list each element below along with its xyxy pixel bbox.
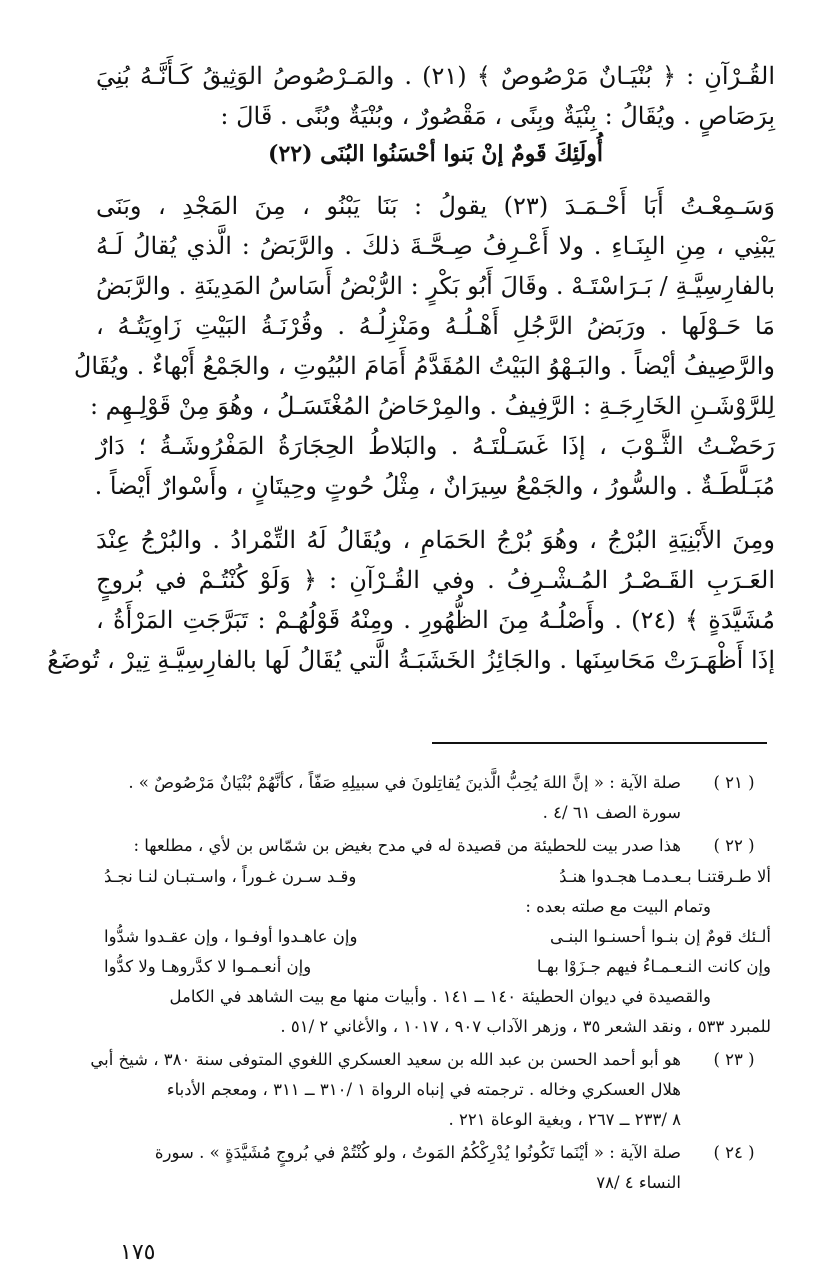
poem-couplet	[104, 952, 771, 982]
body-line: العَـرَبِ القَـصْـرُ المُـشْـرِفُ . وفي القُـرْآنِ : ﴿ وَلَوْ كُنْتُـمْ في بُروجٍ	[96, 566, 775, 594]
body-line: لِلرَّوْشَـنِ الخَارِجَـةِ : الرَّفِيفُ . والمِرْحَاضُ المُغْتَسَـلُ ، وهُوَ مِنْ قَوْلِـهِم :	[89, 392, 775, 420]
footnote-21	[104, 768, 771, 828]
body-line: رَحَضْـتُ الثَّـوْبَ ، إذَا غَسَـلْتَـهُ . والبَلاطُ الحِجَارَةُ المَفْرُوشَـةُ ؛ دَارٌ	[96, 432, 775, 460]
hemistich-second: وإن أنعـمـوا لا كدَّروهـا ولا كدُّوا	[104, 957, 312, 976]
body-line: ومِنَ الأَبْنِيَةِ البُرْجُ ، وهُوَ بُرْجُ الحَمَامِ ، ويُقَالُ لَهُ التِّمْرادُ . والبُرْجُ عِنْدَ	[96, 526, 775, 554]
footnote-line: هلال العسكري وخاله . ترجمته في إنباه الرواة ١ /٣١٠ ــ ٣١١ ، ومعجم الأدباء	[166, 1080, 681, 1099]
body-line: مُشَيَّدَةٍ ﴾ (٢٤) . وأَصْلُـهُ مِنَ الظُّهُورِ . ومِنْهُ قَوْلُهُـمْ : تَبَرَّجَتِ المَرْأَةُ ،	[96, 606, 775, 634]
footnote-22	[104, 831, 771, 861]
body-line: وَسَـمِعْـتُ أَبَا أَحْـمَـدَ (٢٣) يقولُ : بَنَا يَبْنُو ، مِنَ المَجْدِ ، وبَنَى	[96, 192, 776, 220]
body-line: والرَّصِيفُ أيْضاً . والبَـهْوُ البَيْتُ المُقَدَّمُ أَمَامَ البُيُوتِ ، والجَمْعُ أَبْهاءٌ . ويُقَالُ	[73, 352, 775, 380]
main-text	[47, 56, 776, 680]
hemistich-second: وقـد سـرن غـوراً ، واسـتبـان لنـا نجـدُ	[104, 867, 357, 886]
footnote-23	[90, 1045, 771, 1135]
footnote-24	[104, 1138, 771, 1198]
paragraph-gap	[96, 172, 775, 186]
footnote-number: ( ٢٢ )	[713, 836, 755, 855]
body-line: مَا حَـوْلَها . ورَبَضُ الرَّجُلِ أَهْـلُـهُ ومَنْزِلُـهُ . وقُرْنَـةُ البَيْتِ زَاوِيَتُـهُ ،	[96, 312, 775, 340]
body-line: بِرَصَاصٍ . ويُقَالُ : بِنْيَةٌ وبِنًى ، مَقْصُورٌ ، وبُنْيَةٌ وبُنًى . قَالَ :	[220, 102, 775, 130]
hemistich-second: وإن عاهـدوا أوفـوا ، وإن عقـدوا شدُّوا	[104, 927, 358, 946]
footnote-number: ( ٢١ )	[713, 773, 755, 792]
body-line: مُبَـلَّطَـةٌ . والسُّورُ ، والجَمْعُ سِيرَانٌ ، مِثْلُ حُوتٍ وحِيتَانٍ ، وأَسْوارٌ أَيْضاً .	[94, 472, 775, 500]
footnotes	[90, 768, 771, 1201]
footnote-22-verses	[104, 862, 771, 1042]
body-line: يَبْنِي ، مِنِ البِنَـاءِ . ولا أَعْـرِفُ صِـحَّـةَ ذلكَ . والرَّبَضُ : الَّذي يُقالُ لَـهُ	[96, 232, 775, 260]
footnote-line: هو أبو أحمد الحسن بن عبد الله بن سعيد العسكري اللغوي المتوفى سنة ٣٨٠ ، شيخ أبي	[90, 1050, 681, 1069]
footnote-line: صلة الآية : « إنَّ اللهَ يُحِبُّ الَّذينَ يُقاتِلونَ في سبيلِهِ صَفّاً ، كأنَّهُمْ بُنْيَانٌ مَرْصُوصٌ » .	[128, 773, 681, 792]
footnote-line: ٨ /٢٣٣ ــ ٢٦٧ ، وبغية الوعاة ٢٢١ .	[448, 1110, 681, 1129]
page-number: ١٧٥	[120, 1240, 156, 1265]
footnote-line: للمبرد ٥٣٣ ، ونقد الشعر ٣٥ ، وزهر الآداب ٩٠٧ ، ١٠١٧ ، والأغاني ٢ /٥١ .	[280, 1017, 771, 1036]
footnote-number: ( ٢٣ )	[713, 1050, 755, 1069]
paragraph-gap	[96, 506, 775, 520]
poem-couplet	[104, 862, 771, 892]
footnote-divider	[432, 742, 767, 744]
verse-quote: أُولَئِكَ قَومٌ إنْ بَنوا أحْسَنُوا البُنَى (٢٢)	[268, 141, 603, 167]
footnote-line: سورة الصف ٦١ /٤ .	[542, 803, 681, 822]
footnote-line: صلة الآية : « أيْنَما تَكُونُوا يُدْرِكْكُمُ المَوتُ ، ولو كُنْتُمْ في بُروجٍ مُشَيَّدَةٍ » . سورة	[154, 1143, 681, 1162]
hemistich-first: ألا طـرقتنـا بـعـدمـا هجـدوا هنـدُ	[559, 867, 771, 886]
footnote-number: ( ٢٤ )	[713, 1143, 755, 1162]
footnote-line: النساء ٤ /٧٨	[596, 1173, 681, 1192]
footnote-line: هذا صدر بيت للحطيئة من قصيدة له في مدح بغيض بن شمّاس بن لأي ، مطلعها :	[133, 836, 681, 855]
hemistich-first: ألـئك قومٌ إن بنـوا أحسنـوا البنـى	[550, 927, 771, 946]
hemistich-first: وإن كانت النـعـمـاءُ فيهم جـزَوْا بهـا	[536, 957, 771, 976]
body-line: القُـرْآنِ : ﴿ بُنْيَـانٌ مَرْصُوصٌ ﴾ (٢١) . والمَـرْصُوصُ الوَثِيقُ كَـأَنَّـهُ بُنِيَ	[96, 62, 775, 90]
body-line: بالفارِسِيَّـةِ / بَـرَاسْتَـهْ . وقَالَ أَبُو بَكْرٍ : الرُّبْضُ أَسَاسُ المَدِينَةِ . والرَّبَضُ	[95, 272, 775, 300]
poem-couplet	[104, 922, 771, 952]
body-line: إذَا أَظْهَـرَتْ مَحَاسِنَها . والجَائِزُ الخَشَبَـةُ الَّتي يُقَالُ لَها بالفارِسِيَّـةِ تِيرْ ، تُوضَعُ	[47, 646, 775, 674]
footnote-line: والقصيدة في ديوان الحطيئة ١٤٠ ــ ١٤١ . وأبيات منها مع بيت الشاهد في الكامل	[169, 987, 711, 1006]
footnote-line: وتمام البيت مع صلته بعده :	[525, 897, 711, 916]
